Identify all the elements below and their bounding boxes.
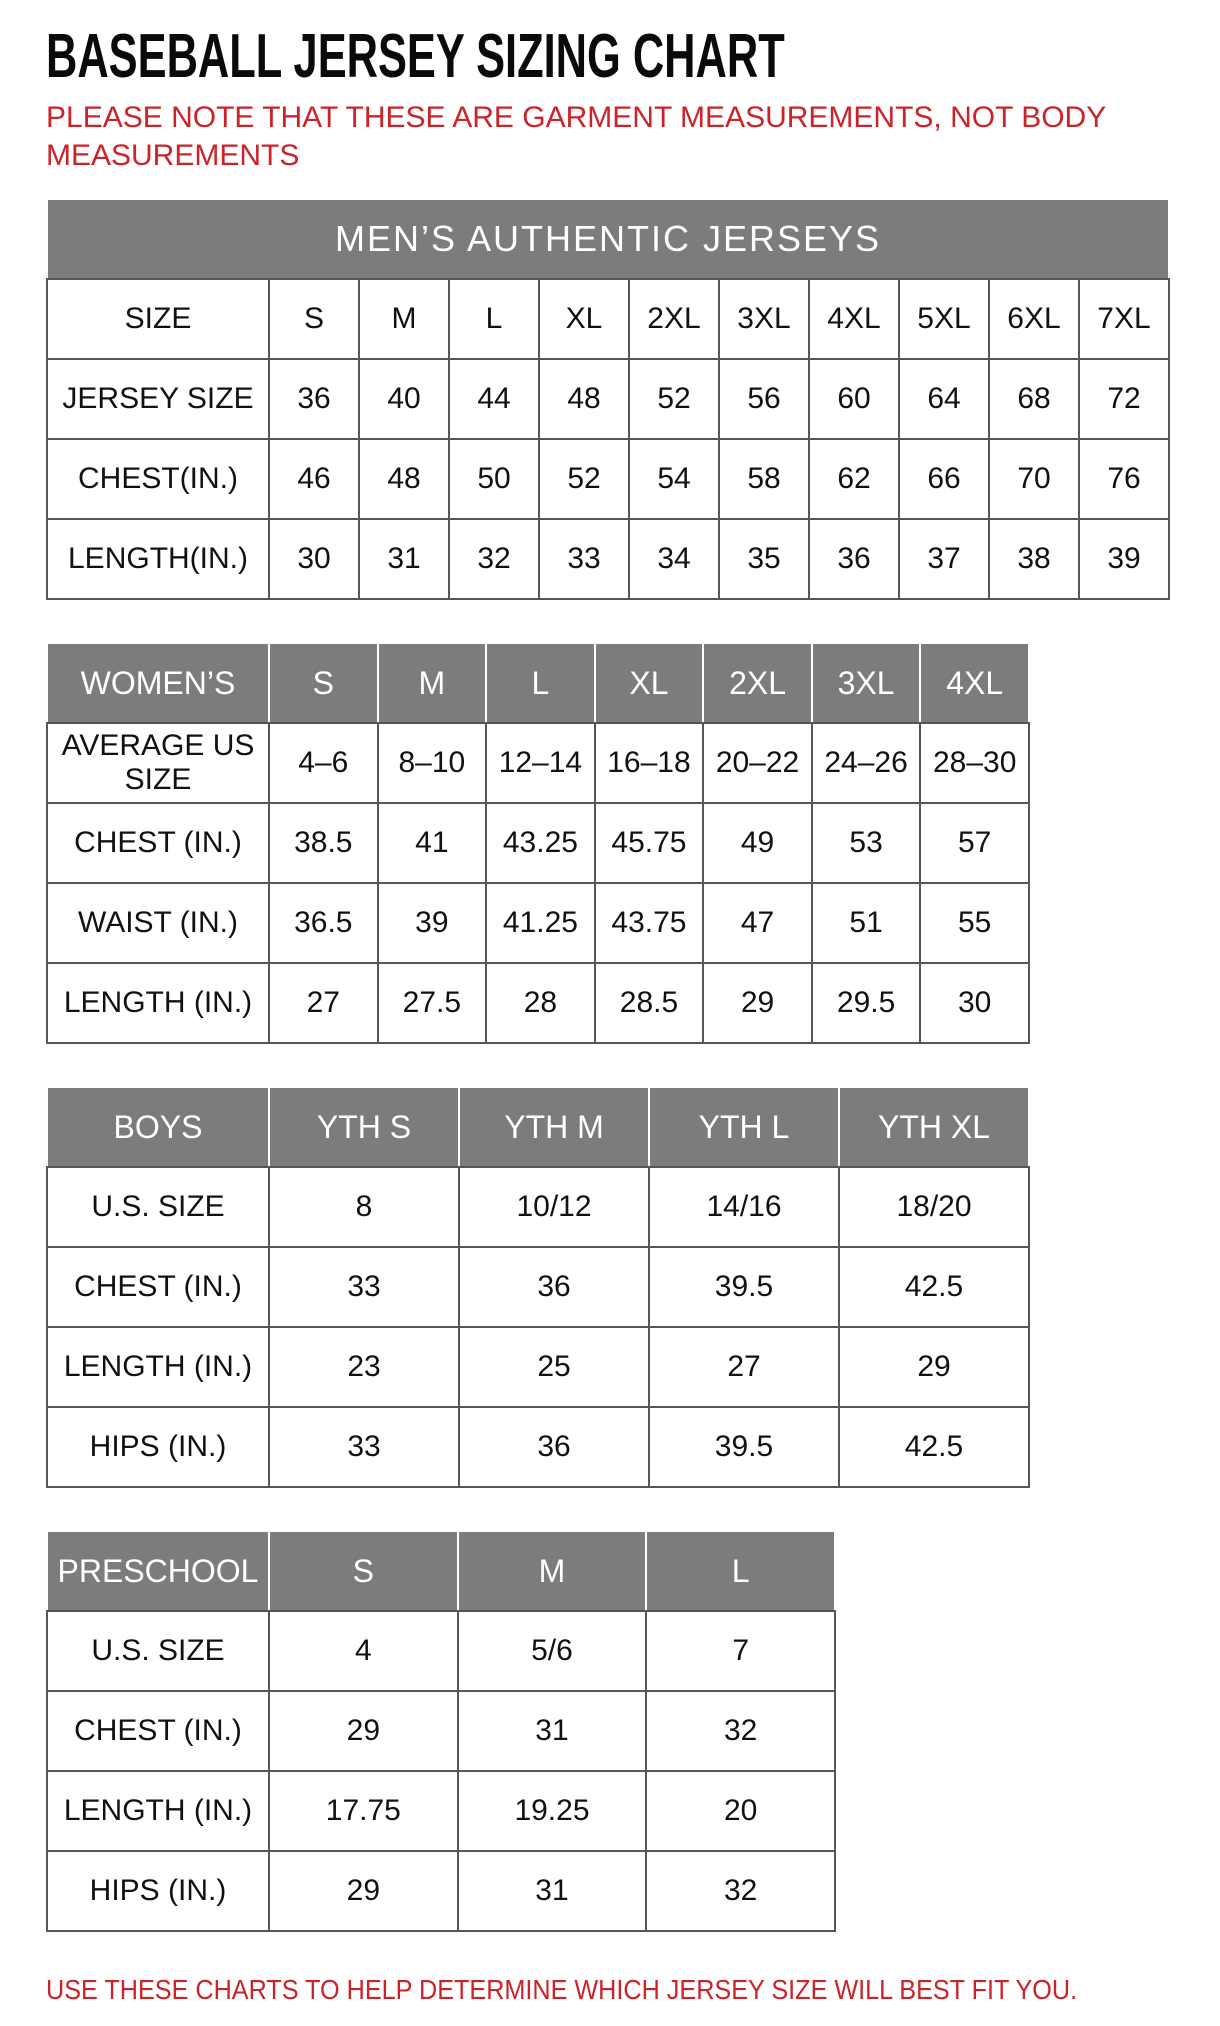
value-cell: 25 xyxy=(459,1327,649,1407)
value-cell: 39.5 xyxy=(649,1407,839,1487)
value-cell: 17.75 xyxy=(269,1771,458,1851)
row-label: CHEST(IN.) xyxy=(47,439,269,519)
value-cell: 39 xyxy=(378,883,487,963)
value-cell: 14/16 xyxy=(649,1167,839,1247)
value-cell: 55 xyxy=(920,883,1029,963)
value-cell: M xyxy=(359,279,449,359)
value-cell: 24–26 xyxy=(812,723,921,803)
value-cell: 40 xyxy=(359,359,449,439)
value-cell: 42.5 xyxy=(839,1247,1029,1327)
row-label: WAIST (IN.) xyxy=(47,883,269,963)
value-cell: 49 xyxy=(703,803,812,883)
table-row xyxy=(47,723,1029,803)
size-header: 2XL xyxy=(703,643,812,723)
value-cell: 36 xyxy=(269,359,359,439)
value-cell: 39 xyxy=(1079,519,1169,599)
group-label: BOYS xyxy=(47,1087,269,1167)
value-cell: 20–22 xyxy=(703,723,812,803)
size-header-row xyxy=(47,643,1029,723)
value-cell: 39.5 xyxy=(649,1247,839,1327)
value-cell: 31 xyxy=(458,1691,647,1771)
size-header: YTH XL xyxy=(839,1087,1029,1167)
table-title-row xyxy=(47,199,1169,279)
row-label: HIPS (IN.) xyxy=(47,1407,269,1487)
size-header: YTH S xyxy=(269,1087,459,1167)
value-cell: 52 xyxy=(629,359,719,439)
value-cell: 38 xyxy=(989,519,1079,599)
table-row xyxy=(47,883,1029,963)
value-cell: 36 xyxy=(459,1407,649,1487)
value-cell: 4–6 xyxy=(269,723,378,803)
value-cell: 68 xyxy=(989,359,1079,439)
value-cell: 27.5 xyxy=(378,963,487,1043)
value-cell: 66 xyxy=(899,439,989,519)
table-row xyxy=(47,1407,1029,1487)
value-cell: 51 xyxy=(812,883,921,963)
value-cell: 47 xyxy=(703,883,812,963)
row-label: CHEST (IN.) xyxy=(47,803,269,883)
womens-jerseys-table xyxy=(46,642,1030,1044)
row-label: LENGTH (IN.) xyxy=(47,963,269,1043)
value-cell: 34 xyxy=(629,519,719,599)
footer-note: USE THESE CHARTS TO HELP DETERMINE WHICH JERSEY SIZE WILL BEST FIT YOU. xyxy=(46,1974,1078,2006)
preschool-jerseys-table xyxy=(46,1530,836,1932)
value-cell: 33 xyxy=(269,1247,459,1327)
value-cell: 8–10 xyxy=(378,723,487,803)
value-cell: 31 xyxy=(359,519,449,599)
size-header: YTH M xyxy=(459,1087,649,1167)
value-cell: 7 xyxy=(646,1611,835,1691)
value-cell: 30 xyxy=(269,519,359,599)
size-header: L xyxy=(486,643,595,723)
value-cell: 27 xyxy=(649,1327,839,1407)
table-row xyxy=(47,519,1169,599)
row-label: U.S. SIZE xyxy=(47,1611,269,1691)
value-cell: 5XL xyxy=(899,279,989,359)
value-cell: 72 xyxy=(1079,359,1169,439)
size-header: 4XL xyxy=(920,643,1029,723)
value-cell: 43.75 xyxy=(595,883,704,963)
value-cell: 48 xyxy=(359,439,449,519)
table-row xyxy=(47,1851,835,1931)
value-cell: 44 xyxy=(449,359,539,439)
value-cell: 23 xyxy=(269,1327,459,1407)
boys-jerseys-table xyxy=(46,1086,1030,1488)
value-cell: 36 xyxy=(459,1247,649,1327)
table-title: MEN’S AUTHENTIC JERSEYS xyxy=(47,199,1169,279)
value-cell: 53 xyxy=(812,803,921,883)
value-cell: 36 xyxy=(809,519,899,599)
garment-measurement-note: PLEASE NOTE THAT THESE ARE GARMENT MEASUREMENTS, NOT BODY MEASUREMENTS xyxy=(46,101,1106,172)
table-row xyxy=(47,439,1169,519)
value-cell: 30 xyxy=(920,963,1029,1043)
table-row xyxy=(47,803,1029,883)
value-cell: 31 xyxy=(458,1851,647,1931)
value-cell: 62 xyxy=(809,439,899,519)
value-cell: 7XL xyxy=(1079,279,1169,359)
value-cell: 76 xyxy=(1079,439,1169,519)
value-cell: 41 xyxy=(378,803,487,883)
size-header: M xyxy=(458,1531,647,1611)
value-cell: 29 xyxy=(703,963,812,1043)
value-cell: 48 xyxy=(539,359,629,439)
value-cell: 12–14 xyxy=(486,723,595,803)
size-header: L xyxy=(646,1531,835,1611)
value-cell: 56 xyxy=(719,359,809,439)
value-cell: 32 xyxy=(449,519,539,599)
size-header: XL xyxy=(595,643,704,723)
row-label: U.S. SIZE xyxy=(47,1167,269,1247)
sizing-chart-page xyxy=(46,24,1180,2006)
value-cell: 28.5 xyxy=(595,963,704,1043)
value-cell: 58 xyxy=(719,439,809,519)
value-cell: S xyxy=(269,279,359,359)
row-label: JERSEY SIZE xyxy=(47,359,269,439)
value-cell: 33 xyxy=(269,1407,459,1487)
size-header: YTH L xyxy=(649,1087,839,1167)
value-cell: 18/20 xyxy=(839,1167,1029,1247)
value-cell: 4 xyxy=(269,1611,458,1691)
mens-authentic-jerseys-table xyxy=(46,198,1170,600)
row-label: SIZE xyxy=(47,279,269,359)
value-cell: 43.25 xyxy=(486,803,595,883)
group-label: PRESCHOOL xyxy=(47,1531,269,1611)
table-row xyxy=(47,1771,835,1851)
value-cell: 50 xyxy=(449,439,539,519)
value-cell: 70 xyxy=(989,439,1079,519)
value-cell: 28–30 xyxy=(920,723,1029,803)
group-label: WOMEN’S xyxy=(47,643,269,723)
value-cell: 33 xyxy=(539,519,629,599)
value-cell: 46 xyxy=(269,439,359,519)
row-label: AVERAGE US SIZE xyxy=(47,723,269,803)
size-header-row xyxy=(47,1531,835,1611)
value-cell: L xyxy=(449,279,539,359)
value-cell: 32 xyxy=(646,1691,835,1771)
value-cell: 45.75 xyxy=(595,803,704,883)
table-row xyxy=(47,963,1029,1043)
value-cell: 20 xyxy=(646,1771,835,1851)
value-cell: 10/12 xyxy=(459,1167,649,1247)
value-cell: 57 xyxy=(920,803,1029,883)
value-cell: 42.5 xyxy=(839,1407,1029,1487)
row-label: LENGTH (IN.) xyxy=(47,1327,269,1407)
size-header: 3XL xyxy=(812,643,921,723)
value-cell: 5/6 xyxy=(458,1611,647,1691)
row-label: LENGTH(IN.) xyxy=(47,519,269,599)
value-cell: 41.25 xyxy=(486,883,595,963)
size-header: S xyxy=(269,1531,458,1611)
value-cell: 37 xyxy=(899,519,989,599)
value-cell: 29 xyxy=(269,1851,458,1931)
value-cell: 38.5 xyxy=(269,803,378,883)
value-cell: 54 xyxy=(629,439,719,519)
value-cell: 4XL xyxy=(809,279,899,359)
value-cell: XL xyxy=(539,279,629,359)
value-cell: 32 xyxy=(646,1851,835,1931)
value-cell: 36.5 xyxy=(269,883,378,963)
value-cell: 29.5 xyxy=(812,963,921,1043)
table-row xyxy=(47,359,1169,439)
table-row xyxy=(47,1247,1029,1327)
row-label: CHEST (IN.) xyxy=(47,1247,269,1327)
row-label: HIPS (IN.) xyxy=(47,1851,269,1931)
table-row xyxy=(47,279,1169,359)
table-row xyxy=(47,1691,835,1771)
value-cell: 28 xyxy=(486,963,595,1043)
size-header: S xyxy=(269,643,378,723)
table-row xyxy=(47,1327,1029,1407)
value-cell: 29 xyxy=(839,1327,1029,1407)
row-label: LENGTH (IN.) xyxy=(47,1771,269,1851)
value-cell: 52 xyxy=(539,439,629,519)
value-cell: 3XL xyxy=(719,279,809,359)
value-cell: 60 xyxy=(809,359,899,439)
value-cell: 64 xyxy=(899,359,989,439)
value-cell: 35 xyxy=(719,519,809,599)
value-cell: 8 xyxy=(269,1167,459,1247)
value-cell: 2XL xyxy=(629,279,719,359)
size-header-row xyxy=(47,1087,1029,1167)
value-cell: 27 xyxy=(269,963,378,1043)
table-row xyxy=(47,1611,835,1691)
page-title: BASEBALL JERSEY SIZING CHART xyxy=(46,22,785,91)
value-cell: 16–18 xyxy=(595,723,704,803)
row-label: CHEST (IN.) xyxy=(47,1691,269,1771)
size-header: M xyxy=(378,643,487,723)
value-cell: 19.25 xyxy=(458,1771,647,1851)
table-row xyxy=(47,1167,1029,1247)
value-cell: 6XL xyxy=(989,279,1079,359)
value-cell: 29 xyxy=(269,1691,458,1771)
